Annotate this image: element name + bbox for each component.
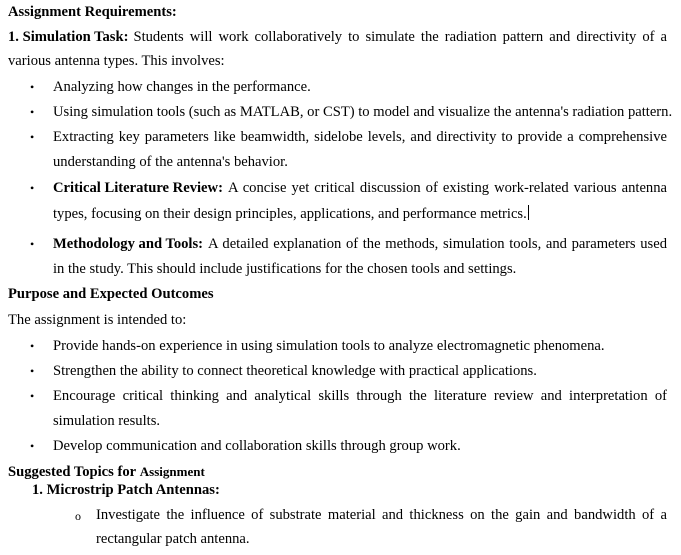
task-bullet-3-line2: understanding of the antenna's behavior.: [53, 154, 288, 170]
topic-1-title: Microstrip Patch Antennas:: [46, 482, 220, 498]
simulation-task-line2: various antenna types. This involves:: [8, 53, 225, 69]
simulation-task-number: 1.: [8, 29, 19, 45]
methodology-line1: [53, 235, 667, 254]
simulation-task-line1-text: Students will work collaboratively to simulate the radiation pattern and directivity of a: [133, 29, 667, 45]
topics-heading-part1: Suggested Topics for: [8, 464, 137, 480]
bullet-dot: •: [30, 237, 35, 251]
purpose-bullet-3-line1-text: Encourage critical thinking and analytical skills through the literature review and interpretation of: [53, 388, 667, 404]
task-bullet-1: Analyzing how changes in the performance.: [53, 79, 311, 95]
purpose-bullet-1: Provide hands-on experience in using simulation tools to analyze electromagnetic phenomena.: [53, 338, 605, 354]
methodology-line1-text: A detailed explanation of the methods, simulation tools, and parameters used: [208, 236, 667, 252]
bullet-dot: •: [30, 130, 35, 144]
bullet-dot: •: [30, 389, 35, 403]
lit-review-line2: [53, 205, 529, 224]
topic-1-sub-1-line1: [96, 506, 667, 525]
task-bullet-3-line1-text: Extracting key parameters like beamwidth, sidelobe levels, and directivity to provide a comprehensive: [53, 129, 667, 145]
task-bullet-3-line1: [53, 128, 667, 147]
topics-heading: [8, 462, 205, 482]
simulation-task-line1: [8, 28, 667, 47]
bullet-dot: •: [30, 364, 35, 378]
bullet-dot: •: [30, 339, 35, 353]
purpose-bullet-3-line2: simulation results.: [53, 413, 161, 429]
topic-1-sub-1-line2: rectangular patch antenna.: [96, 531, 250, 547]
bullet-dot: •: [30, 105, 35, 119]
bullet-dot: •: [30, 181, 35, 195]
lit-review-line1-text: A concise yet critical discussion of existing work-related various antenna: [227, 180, 667, 196]
text-cursor[interactable]: [528, 205, 529, 220]
sub-bullet-circle: o: [75, 509, 81, 523]
task-bullet-2: Using simulation tools (such as MATLAB, or CST) to model and visualize the antenna's radiation pattern.: [53, 104, 673, 120]
bullet-dot: •: [30, 439, 35, 453]
topic-1: [32, 481, 220, 500]
lit-review-line1: [53, 179, 667, 198]
bullet-dot: •: [30, 80, 35, 94]
purpose-bullet-2: Strengthen the ability to connect theoretical knowledge with practical applications.: [53, 363, 537, 379]
lit-review-title: Critical Literature Review:: [53, 180, 223, 196]
topic-1-number: 1.: [32, 482, 43, 498]
purpose-heading: Purpose and Expected Outcomes: [8, 286, 214, 302]
lit-review-line2-text: types, focusing on their design principles, applications, and performance metrics.: [53, 206, 527, 222]
purpose-bullet-3-line1: [53, 387, 667, 406]
simulation-task-title: Simulation Task:: [22, 29, 129, 45]
methodology-title: Methodology and Tools:: [53, 236, 204, 252]
purpose-intro: The assignment is intended to:: [8, 312, 187, 328]
assignment-requirements-heading: Assignment Requirements:: [8, 4, 177, 20]
topics-heading-part2: Assignment: [139, 464, 205, 479]
topic-1-sub-1-line1-text: Investigate the influence of substrate material and thickness on the gain and bandwidth of a: [96, 507, 667, 523]
purpose-bullet-4: Develop communication and collaboration skills through group work.: [53, 438, 461, 454]
methodology-line2: in the study. This should include justifications for the chosen tools and settings.: [53, 261, 517, 277]
